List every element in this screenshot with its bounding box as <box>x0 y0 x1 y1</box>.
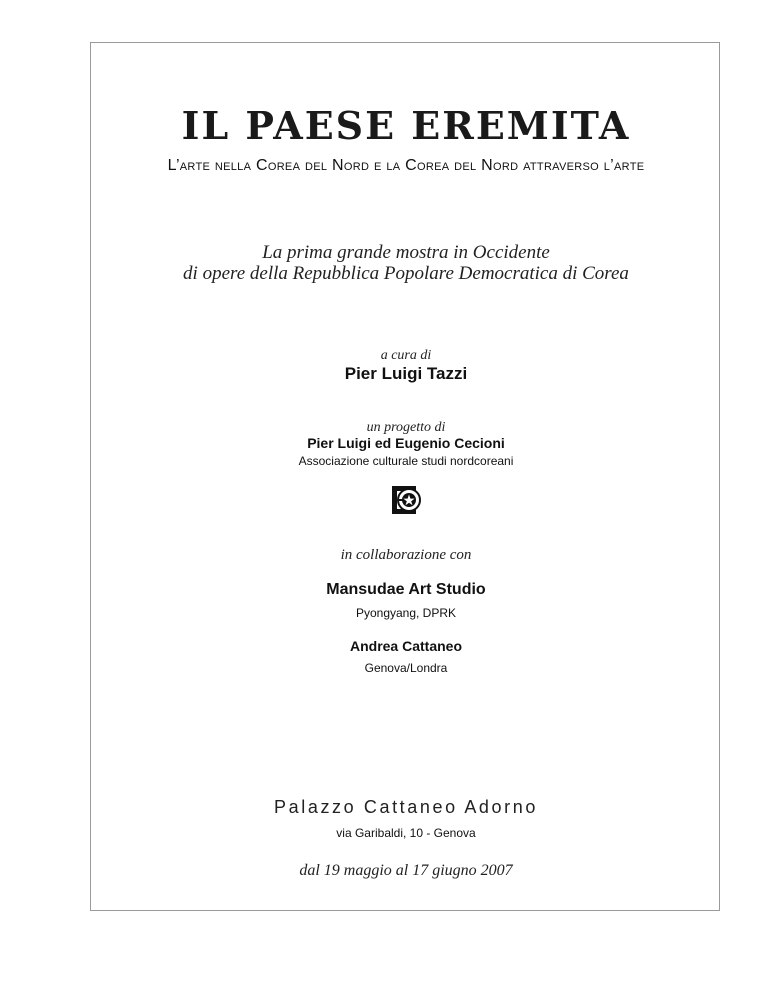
page-frame <box>90 42 720 911</box>
partner-2-name: Andrea Cattaneo <box>349 638 463 654</box>
project-names: Pier Luigi ed Eugenio Cecioni <box>307 435 505 451</box>
collaboration-label: in collaborazione con <box>340 547 472 563</box>
partner-1-name: Mansudae Art Studio <box>326 581 486 598</box>
curator-label: a cura di <box>380 348 432 363</box>
page-subtitle: L’arte nella Corea del Nord e la Corea del Nord attraverso l’arte <box>167 157 645 174</box>
partner-2-place: Genova/Londra <box>364 661 448 675</box>
association-name: Associazione culturale studi nordcoreani <box>298 454 514 468</box>
project-label: un progetto di <box>366 420 446 435</box>
venue-address: via Garibaldi, 10 - Genova <box>336 826 476 840</box>
venue-name: Palazzo Cattaneo Adorno <box>274 797 538 817</box>
tagline-line-2: di opere della Repubblica Popolare Democratica di Corea <box>183 263 629 284</box>
curator-name: Pier Luigi Tazzi <box>344 364 468 383</box>
partner-1-place: Pyongyang, DPRK <box>355 606 457 620</box>
exhibition-dates: dal 19 maggio al 17 giugno 2007 <box>299 862 513 879</box>
tagline-line-1: La prima grande mostra in Occidente <box>262 242 550 263</box>
page-title: IL PAESE EREMITA <box>181 103 631 148</box>
association-logo-icon <box>389 483 423 517</box>
